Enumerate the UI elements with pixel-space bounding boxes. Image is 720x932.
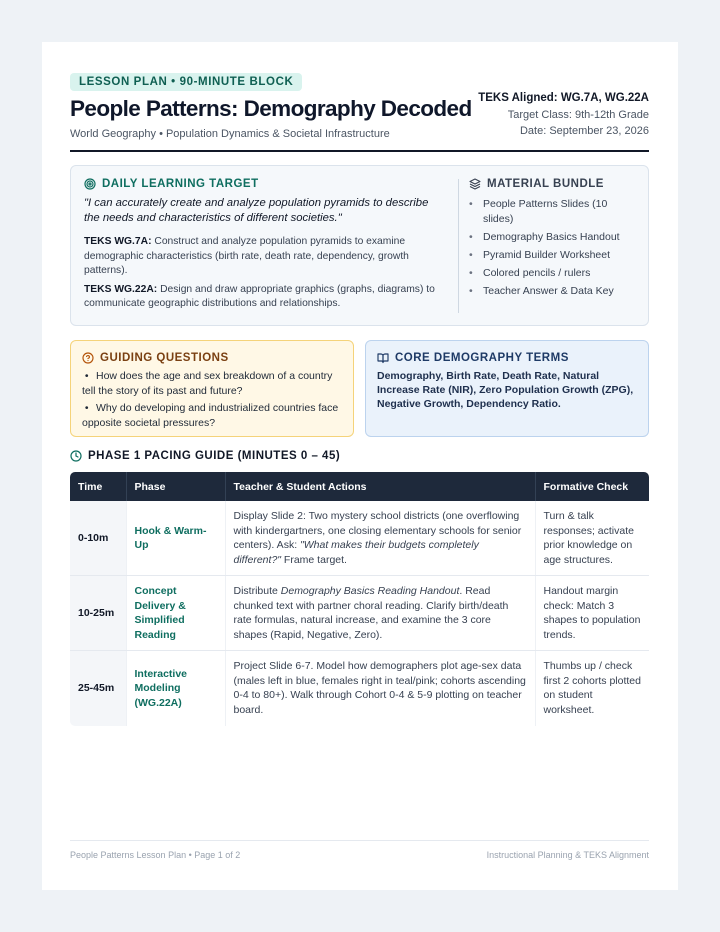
column-header-phase: Phase [126,472,225,501]
teks-aligned: TEKS Aligned: WG.7A, WG.22A [478,92,649,104]
clock-icon [70,450,82,462]
phase-title: PHASE 1 PACING GUIDE (MINUTES 0 – 45) [88,450,341,462]
list-item: • How does the age and sex breakdown of a country tell the story of its past and future? [82,370,333,397]
header-meta [478,90,649,140]
table-header-row [70,472,649,501]
material-bundle-heading [469,178,637,190]
target-class: Target Class: 9th-12th Grade [507,108,649,121]
help-circle-icon [82,352,94,364]
list-item: • Teacher Answer & Data Key [469,284,637,299]
actions-cell [225,501,535,576]
list-item: • Colored pencils / rulers [469,266,637,281]
core-terms-text: Demography, Birth Rate, Death Rate, Natural Increase Rate (NIR), Zero Population Growth (ZPG), Negative Growth, Dependency Ratio. [377,370,634,410]
material-bundle-section [469,178,637,302]
page-title: People Patterns: Demography Decoded [70,96,472,121]
guiding-questions-title: GUIDING QUESTIONS [100,352,229,364]
time-cell: 0-10m [70,501,126,576]
list-item: • Demography Basics Handout [469,230,637,245]
actions-text: Project Slide 6-7. Model how demographers plot age-sex data (males left in blue, females right in teal/pink; cohorts ascending 0-4 to 80+). Walk through Cohort 0-4 & 5-9 plotting on teacher board. [233,660,526,716]
question-text: How does the age and sex breakdown of a country tell the story of its past and future? [82,370,333,397]
teks-code: TEKS WG.22A: [84,283,158,295]
lesson-plan-page [42,42,678,890]
actions-text: Frame target. [281,553,347,566]
teks-standard [84,283,444,312]
question-text: Why do developing and industrialized countries face opposite societal pressures? [82,402,339,429]
teks-standard [84,235,444,279]
teks-text: Construct and analyze population pyramids to examine demographic characteristics (birth rate, death rate, dependency, growth patterns). [84,236,409,276]
phase-cell: Concept Delivery & Simplified Reading [126,576,225,651]
learning-target-title: DAILY LEARNING TARGET [102,178,259,190]
guiding-questions-list [82,369,342,430]
actions-emphasis: Demography Basics Reading Handout [280,585,460,597]
table-row [70,651,649,726]
page-footer [70,840,649,860]
footer-right: Instructional Planning & TEKS Alignment [486,850,649,860]
guiding-questions-card [70,340,354,437]
actions-text: Display Slide 2: Two mystery school districts (one overflowing with kindergartners, one closing elementary schools for senior centers). Ask: [233,510,522,551]
card-divider [458,179,459,313]
teks-text: Design and draw appropriate graphics (graphs, diagrams) to communicate geographic distributions and relationships. [84,283,435,309]
actions-text: . Read chunked text with partner choral reading. Clarify birth/death rate formulas, natural increase, and examine the 3 core shapes (Rapid, Negative, Zero). [233,585,509,641]
lesson-date: Date: September 23, 2026 [519,125,649,137]
page-header [70,72,649,152]
actions-emphasis: "What makes their budgets completely different?" [233,539,479,566]
core-terms-title: CORE DEMOGRAPHY TERMS [395,352,569,364]
material-bundle-title: MATERIAL BUNDLE [487,178,604,190]
book-open-icon [377,352,389,364]
learning-target-heading [84,178,444,190]
list-item: • People Patterns Slides (10 slides) [469,197,637,226]
phase-cell: Hook & Warm-Up [126,501,225,576]
check-cell: Thumbs up / check first 2 cohorts plotted on student worksheet. [543,660,641,716]
core-terms-card [365,340,649,437]
pacing-table-wrapper [70,472,649,726]
layers-icon [469,178,481,190]
material-list [469,197,637,298]
core-terms-heading [377,352,637,364]
time-cell: 25-45m [70,651,126,726]
check-cell: Turn & talk responses; activate prior knowledge on age structures. [535,501,649,576]
learning-target-section [84,178,444,312]
time-cell: 10-25m [70,576,126,651]
column-header-time: Time [70,472,126,501]
guiding-questions-heading [82,352,342,364]
table-row [70,501,649,576]
actions-cell [225,576,535,651]
actions-text: Distribute [233,585,281,597]
table-row [70,576,649,651]
learning-target-quote: "I can accurately create and analyze population pyramids to describe the needs and characteristics of different societies." [84,197,429,224]
check-cell: Handout margin check: Match 3 shapes to population trends. [535,576,649,651]
list-item: • Why do developing and industrialized countries face opposite societal pressures? [82,402,339,429]
phase-heading [70,450,340,462]
column-header-check: Formative Check [543,480,629,493]
column-header-actions: Teacher & Student Actions [225,472,535,501]
list-item: • Pyramid Builder Worksheet [469,248,637,263]
page-subtitle: World Geography • Population Dynamics & Societal Infrastructure [70,128,390,140]
target-icon [84,178,96,190]
lesson-badge: LESSON PLAN • 90-MINUTE BLOCK [70,73,302,91]
learning-target-card [70,165,649,326]
page-content [70,72,649,860]
phase-cell: Interactive Modeling (WG.22A) [126,651,225,726]
teks-code: TEKS WG.7A: [84,236,152,247]
footer-left: People Patterns Lesson Plan • Page 1 of 2 [70,850,241,860]
actions-cell [225,651,535,726]
pacing-table [70,472,649,726]
